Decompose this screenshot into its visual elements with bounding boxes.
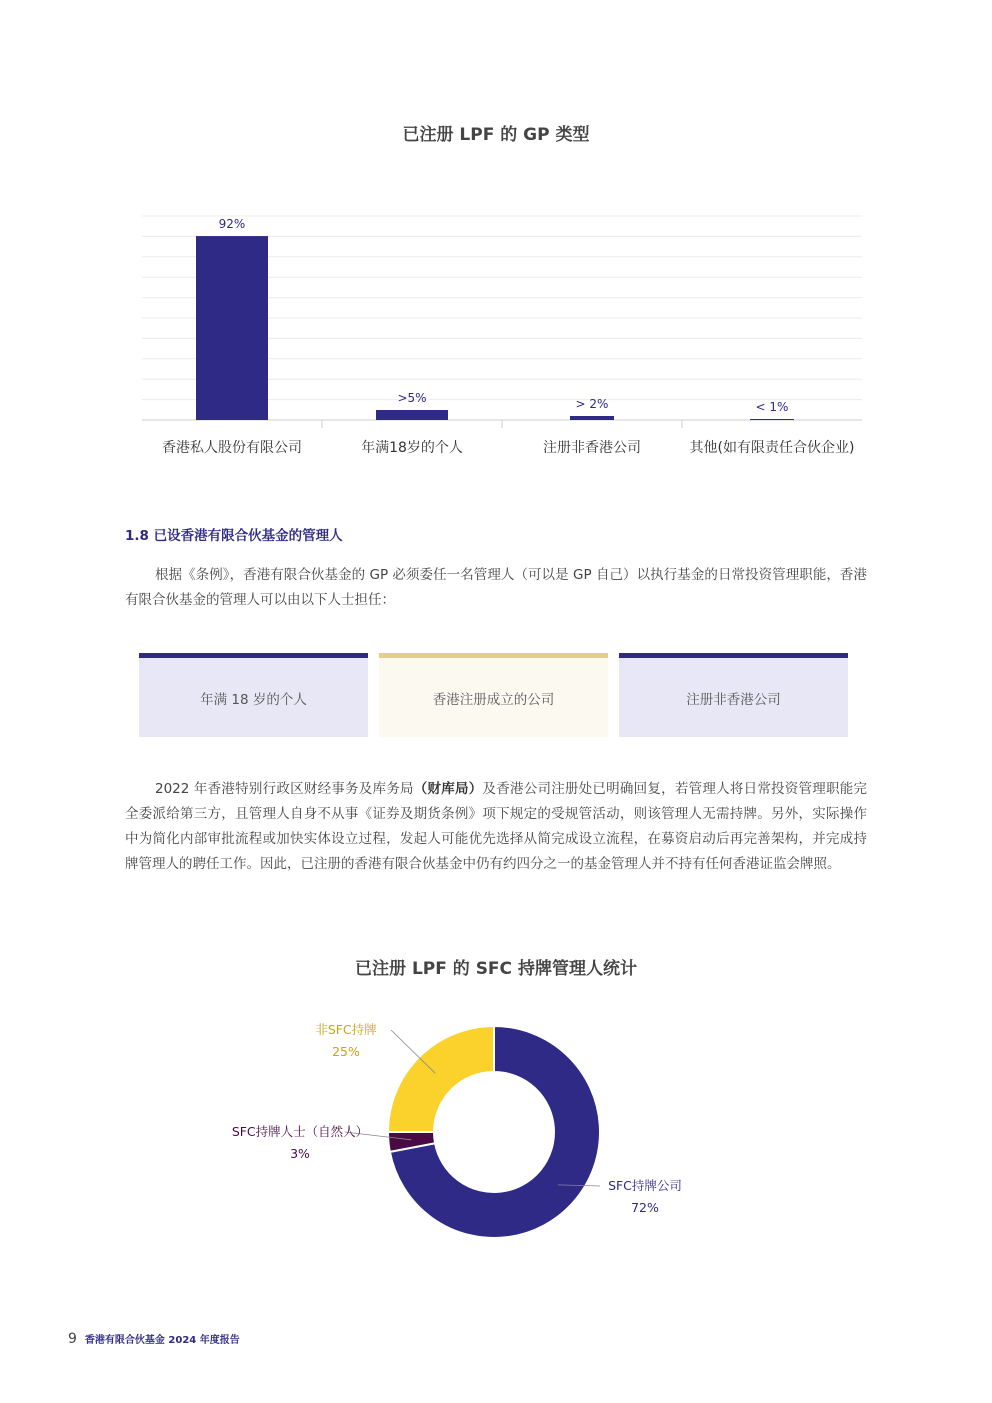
sfc-manager-donut-chart [200, 1000, 760, 1260]
bar-data-label: 92% [218, 217, 246, 232]
bar-chart-title: 已注册 LPF 的 GP 类型 [402, 125, 590, 145]
card-label: 注册非香港公司 [686, 691, 781, 708]
bar [570, 416, 614, 420]
page-number: 9 [68, 1331, 77, 1347]
category-label: 年满18岁的个人 [361, 440, 463, 456]
bar-data-label: < 1% [755, 400, 789, 415]
card-label: 年满 18 岁的个人 [200, 691, 307, 708]
manager-type-card-hk-company [379, 653, 608, 737]
bar [750, 419, 794, 420]
slice-value-label: 3% [290, 1146, 310, 1161]
manager-type-card-individual [139, 653, 368, 737]
intro-paragraph: 根据《条例》，香港有限合伙基金的 GP 必须委任一名管理人（可以是 GP 自己）以执行基金的日常投资管理职能，香港有限合伙基金的管理人可以由以下人士担任： [125, 567, 867, 608]
regulation-paragraph [125, 777, 867, 877]
gp-type-bar-chart [130, 200, 870, 470]
para-text-after: 及香港公司注册处已明确回复，若管理人将日常投资管理职能完全委派给第三方，且管理人自身不从事《证券及期货条例》项下规定的受规管活动，则该管理人无需持牌。另外，实际操作中为简化内部审批流程或加快实体设立过程，发起人可能优先选择从简完成设立流程，在募资启动后再完善架构，并完成持牌管理人的聘任工作。因此，已注册的香港有限合伙基金中仍有约四分之一的基金管理人并不持有任何香港证监会牌照。 [125, 781, 868, 872]
slice-label: SFC持牌人士（自然人） [231, 1124, 369, 1139]
page-footer [68, 1331, 240, 1347]
card-label: 香港注册成立的公司 [432, 691, 555, 708]
slice-value-label: 25% [332, 1044, 360, 1059]
slice-label: SFC持牌公司 [608, 1178, 682, 1193]
manager-type-card-non-hk-company [619, 653, 848, 737]
section-heading: 1.8 已设香港有限合伙基金的管理人 [125, 528, 343, 544]
category-label: 注册非香港公司 [543, 440, 641, 456]
slice-label: 非SFC持牌 [315, 1022, 377, 1037]
bar-data-label: > 2% [575, 397, 609, 412]
category-label: 香港私人股份有限公司 [162, 440, 302, 456]
category-label: 其他(如有限责任合伙企业) [689, 440, 855, 456]
bar-data-label: >5% [397, 391, 427, 406]
report-title: 香港有限合伙基金 2024 年度报告 [84, 1335, 240, 1346]
donut-slice [388, 1026, 494, 1132]
slice-value-label: 72% [631, 1200, 659, 1215]
bar [196, 236, 268, 420]
bar [376, 410, 448, 420]
para-text-before: 2022 年香港特别行政区财经事务及库务局 [155, 781, 414, 797]
donut-chart-title: 已注册 LPF 的 SFC 持牌管理人统计 [355, 959, 637, 979]
para-bold-term: （财库局） [413, 781, 483, 797]
